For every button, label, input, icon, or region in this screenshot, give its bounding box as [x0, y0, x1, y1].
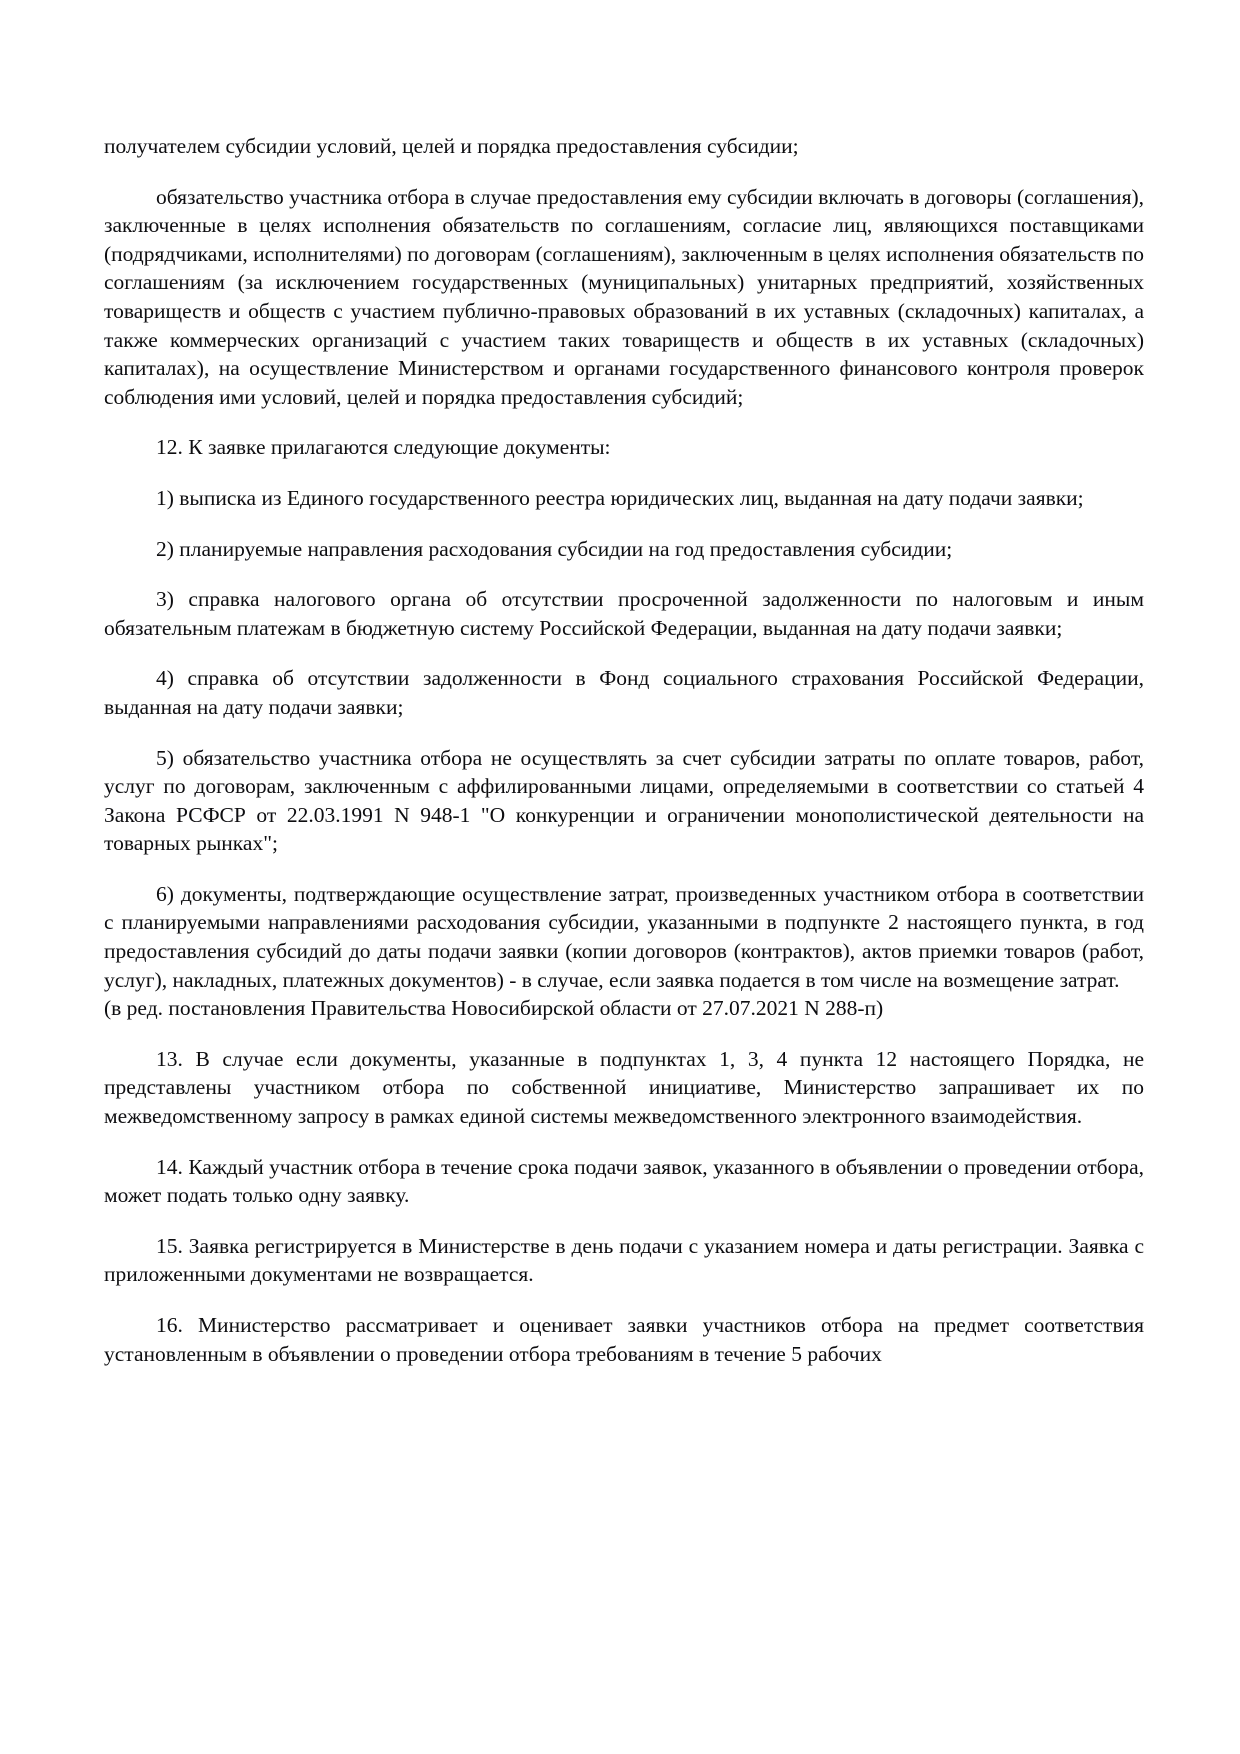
paragraph-item-12-5: 5) обязательство участника отбора не осуществлять за счет субсидии затраты по оплате товаров, работ, услуг по договорам, заключенным с аффилированными лицами, определяемыми в соответствии со статьей 4 Закона РСФСР от 22.03.1991 N 948-1 "О конкуренции и ограничении монополистической деятельности на товарных рынках";: [104, 745, 1144, 856]
paragraph-spacer: [104, 513, 1144, 535]
paragraph-item-12-3: 3) справка налогового органа об отсутствии просроченной задолженности по налоговым и иным обязательным платежам в бюджетную систему Российской Федерации, выданная на дату подачи заявки;: [104, 587, 1144, 640]
paragraph-item-14: 14. Каждый участник отбора в течение срока подачи заявок, указанного в объявлении о проведении отбора, может подать только одну заявку.: [104, 1154, 1144, 1208]
paragraph-spacer: [104, 858, 1144, 880]
paragraph-spacer: [104, 722, 1144, 744]
paragraph-item-12: 12. К заявке прилагаются следующие документы:: [156, 435, 611, 460]
paragraph-spacer: [104, 1131, 1144, 1153]
paragraph-spacer: [104, 462, 1144, 484]
paragraph-spacer: [104, 563, 1144, 585]
paragraph-obligation-participant-contracts: обязательство участника отбора в случае предоставления ему субсидии включать в договоры (соглашения), заключенные в целях исполнения обязательств по соглашениям, согласие лиц, являющихся поставщиками (подрядчиками, исполнителями) по договорам (соглашениям), заключенным в целях исполнения обязательств по соглашениям (за исключением государственных (муниципальных) унитарных предприятий, хозяйственных товариществ и обществ с участием публично-правовых образований в их уставных (складочных) капиталах, а также коммерческих организаций с участием таких товариществ и обществ в их уставных (складочных) капиталах), на осуществление Министерством и органами государственного финансового контроля проверок соблюдения ими условий, целей и порядка предоставления субсидий;: [104, 184, 1144, 409]
paragraph-continuation-subsidy-conditions: получателем субсидии условий, целей и порядка предоставления субсидии;: [104, 134, 799, 158]
paragraph-spacer: [104, 1289, 1144, 1311]
paragraph-spacer: [104, 1023, 1144, 1045]
document-body: [104, 132, 1144, 1368]
paragraph-item-12-4: 4) справка об отсутствии задолженности в Фонд социального страхования Российской Федерации, выданная на дату подачи заявки;: [104, 666, 1144, 719]
paragraph-revision-note: (в ред. постановления Правительства Новосибирской области от 27.07.2021 N 288-п): [104, 996, 884, 1021]
paragraph-item-15: 15. Заявка регистрируется в Министерстве в день подачи с указанием номера и даты регистрации. Заявка с приложенными документами не возвращается.: [104, 1233, 1144, 1287]
paragraph-spacer: [104, 411, 1144, 433]
paragraph-spacer: [104, 161, 1144, 183]
paragraph-item-13: 13. В случае если документы, указанные в подпунктах 1, 3, 4 пункта 12 настоящего Порядка, не представлены участником отбора по собственной инициативе, Министерство запрашивает их по межведомственному запросу в рамках единой системы межведомственного электронного взаимодействия.: [104, 1046, 1144, 1129]
paragraph-item-12-6: 6) документы, подтверждающие осуществление затрат, произведенных участником отбора в соответствии с планируемыми направлениями расходования субсидии, указанными в подпункте 2 настоящего пункта, в год предоставления субсидий до даты подачи заявки (копии договоров (контрактов), актов приемки товаров (работ, услуг), накладных, платежных документов) - в случае, если заявка подается в том числе на возмещение затрат.: [104, 881, 1144, 992]
paragraph-spacer: [104, 642, 1144, 664]
paragraph-item-16: 16. Министерство рассматривает и оценивает заявки участников отбора на предмет соответствия установленным в объявлении о проведении отбора требованиям в течение 5 рабочих: [104, 1313, 1144, 1366]
paragraph-item-12-2: 2) планируемые направления расходования субсидии на год предоставления субсидии;: [156, 536, 953, 561]
paragraph-item-12-1: 1) выписка из Единого государственного реестра юридических лиц, выданная на дату подачи заявки;: [156, 485, 1084, 510]
paragraph-spacer: [104, 1210, 1144, 1232]
